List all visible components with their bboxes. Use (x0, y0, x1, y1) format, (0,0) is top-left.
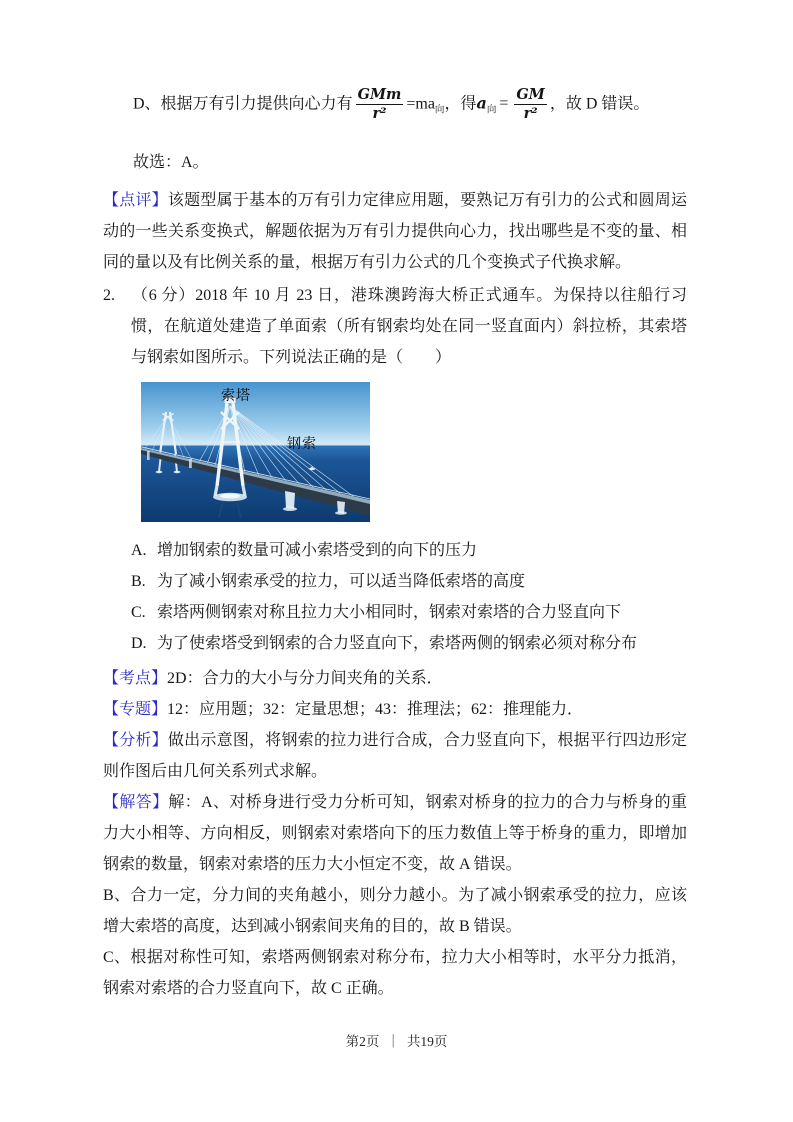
figure-label-steel-cable: 钢索 (287, 437, 317, 453)
option-d-key: D. (131, 635, 147, 653)
option-b-key: B. (131, 573, 146, 591)
q2-jieda-p1 (103, 787, 687, 880)
option-d-text: 为了使索塔受到钢索的合力竖直向下，索塔两侧的钢索必须对称分布 (157, 635, 638, 653)
q1-d-suffix: ，故 D 错误。 (549, 95, 650, 113)
option-a-text: 增加钢索的数量可减小索塔受到的向下的压力 (157, 542, 478, 560)
q2-kaodian-line (103, 663, 687, 694)
q2-fenxi-block (103, 725, 687, 787)
bridge-photo (141, 382, 370, 522)
comment-tag: 【点评】 (103, 192, 168, 210)
total-pages: 共19页 (406, 1034, 448, 1049)
footer-separator: ｜ (386, 1034, 400, 1049)
fraction-numerator: GM (514, 86, 546, 105)
subscript-xiang: 向 (434, 105, 445, 116)
comment-text: 该题型属于基本的万有引力定律应用题，要熟记万有引力的公式和圆周运动的一些关系变换式，解题依据为万有引力提供向心力，找出哪些是不变的量、相同的量以及有比例关系的量，根据万有引力公式的几个变换式子代换求解。 (103, 192, 687, 272)
q1-d-equals-ma: =ma (406, 95, 435, 113)
q2-jieda-p2: B、合力一定，分力间的夹角越小，则分力越小。为了减小钢索承受的拉力，应该增大索塔的高度，达到减小钢索间夹角的目的，故 B 错误。 (103, 887, 687, 936)
figure-label-cable-tower: 索塔 (221, 389, 251, 405)
fenxi-tag: 【分析】 (103, 732, 168, 750)
fraction-denominator: r² (372, 105, 387, 123)
zhuanti-text: 12：应用题；32：定量思想；43：推理法；62：推理能力． (167, 701, 584, 719)
variable-a: a (476, 93, 487, 113)
fraction-gmm-over-r2 (356, 86, 404, 123)
page-content (103, 86, 687, 1004)
q2-options (103, 535, 687, 659)
option-c-text: 索塔两侧钢索对称且拉力大小相同时，钢索对索塔的合力竖直向下 (157, 604, 622, 622)
zhuanti-tag: 【专题】 (103, 701, 168, 719)
page-number: 第2页 (345, 1034, 380, 1049)
q1-answer-line: 故选：A。 (133, 154, 209, 172)
fraction-numerator: GMm (356, 86, 404, 105)
fenxi-text: 做出示意图，将钢索的拉力进行合成，合力竖直向下，根据平行四边形定则作图后由几何关系列式求解。 (103, 732, 687, 781)
fraction-gm-over-r2 (514, 86, 546, 123)
option-d (131, 628, 687, 659)
jieda-p1-text: 解：A、对桥身进行受力分析可知，钢索对桥身的拉力的合力与桥身的重力大小相等、方向相反，则钢索对索塔向下的压力数值上等于桥身的重力，即增加钢索的数量，钢索对索塔的压力大小恒定不变，故 A 错误。 (103, 794, 687, 874)
q1-d-prefix: D、根据万有引力提供向心力有 (133, 95, 353, 113)
q2-jieda-p3: C、根据对称性可知，索塔两侧钢索对称分布，拉力大小相等时，水平分力抵消，钢索对索塔的合力竖直向下，故 C 正确。 (103, 949, 687, 998)
q1-solution-line-d (133, 86, 687, 127)
option-a (131, 535, 687, 566)
page-footer (0, 1032, 793, 1052)
equals-sign: = (499, 95, 509, 113)
option-b-text: 为了减小钢索承受的拉力，可以适当降低索塔的高度 (157, 573, 526, 591)
bridge-figure (141, 382, 370, 522)
option-c (131, 597, 687, 628)
q1-comment-block (103, 185, 687, 278)
kaodian-text: 2D：合力的大小与分力间夹角的关系． (167, 670, 443, 688)
kaodian-tag: 【考点】 (103, 670, 168, 688)
option-a-key: A. (131, 542, 147, 560)
q2-number: 2. (103, 287, 115, 305)
subscript-xiang: 向 (486, 105, 497, 116)
q1-d-mid: ，得 (444, 95, 477, 113)
q2-stem-block (103, 280, 687, 373)
q2-zhuanti-line (103, 694, 687, 725)
jieda-tag: 【解答】 (103, 794, 169, 812)
q2-stem-text: （6 分）2018 年 10 月 23 日，港珠澳跨海大桥正式通车。为保持以往船行习惯，在航道处建造了单面索（所有钢索均处在同一竖直面内）斜拉桥，其索塔与钢索如图所示。下列说法正确的是（ ） (131, 287, 687, 367)
option-b (131, 566, 687, 597)
fraction-denominator: r² (523, 105, 538, 123)
option-c-key: C. (131, 604, 146, 622)
